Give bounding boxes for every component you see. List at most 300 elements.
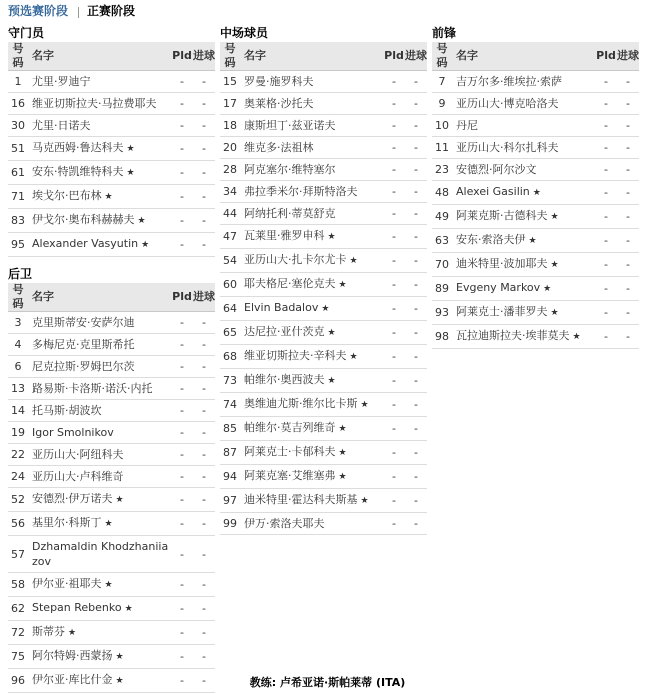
player-name: 尤里·日诺夫 [32,119,91,132]
player-goals: - [617,277,639,301]
player-row [220,417,427,441]
player-row [8,573,215,597]
player-row [220,345,427,369]
player-goals: - [193,209,215,233]
midfielders-tbody [220,71,427,535]
player-name: 阿莱克士·潘菲罗夫 [456,305,548,318]
player-row [220,465,427,489]
player-name-cell [452,229,595,253]
player-name: 亚历山大·博克哈洛夫 [456,97,559,110]
header-number: 号码 [8,42,28,71]
player-name: 帕维尔·莫吉列维奇 [244,421,336,434]
player-name-cell [452,159,595,181]
player-name-cell [240,181,383,203]
player-row [220,321,427,345]
player-goals: - [193,233,215,257]
star-icon: ★ [124,604,133,614]
header-pld: Pld [383,42,405,71]
player-name-cell [28,233,171,257]
player-number: 85 [220,417,240,441]
player-name: 阿纳托利·蒂莫舒克 [244,207,336,220]
header-number: 号码 [220,42,240,71]
player-name-cell [240,321,383,345]
header-pld: Pld [171,42,193,71]
player-number: 18 [220,115,240,137]
player-pld: - [171,645,193,669]
star-icon: ★ [126,144,135,154]
player-name: 斯蒂芬 [32,625,65,638]
player-row [8,233,215,257]
player-number: 56 [8,512,28,536]
header-goals: 进球 [405,42,427,71]
player-name: 阿克塞尔·维特塞尔 [244,163,336,176]
player-row [220,369,427,393]
player-pld: - [595,325,617,349]
player-pld: - [171,444,193,466]
player-name: Igor Smolnikov [32,426,114,439]
player-goals: - [617,253,639,277]
player-goals: - [405,203,427,225]
player-row [8,93,215,115]
player-row [8,356,215,378]
player-name-cell [240,297,383,321]
player-goals: - [193,669,215,693]
player-pld: - [171,185,193,209]
player-name: 马克西姆·鲁达科夫 [32,141,124,154]
star-icon: ★ [528,236,537,246]
player-name: Alexander Vasyutin [32,237,139,250]
player-number: 20 [220,137,240,159]
goalkeepers-table [8,42,215,257]
player-name: 亚历山大·卢科维奇 [32,470,124,483]
player-row [8,161,215,185]
player-row [220,489,427,513]
player-name-cell [28,512,171,536]
player-goals: - [405,441,427,465]
player-number: 64 [220,297,240,321]
player-name: 克里斯蒂安·安萨尔迪 [32,316,135,329]
player-pld: - [171,466,193,488]
player-name: 阿莱克斯·古德科夫 [456,209,548,222]
player-name-cell [452,181,595,205]
player-number: 28 [220,159,240,181]
player-row [8,400,215,422]
player-number: 72 [8,621,28,645]
player-row [8,444,215,466]
player-pld: - [595,253,617,277]
player-number: 52 [8,488,28,512]
player-pld: - [171,536,193,573]
player-pld: - [171,209,193,233]
player-row [220,159,427,181]
section-title-forwards: 前锋 [432,26,457,40]
player-name-cell [28,71,171,93]
player-pld: - [383,441,405,465]
star-icon: ★ [338,424,347,434]
player-row [220,393,427,417]
player-row [220,249,427,273]
player-name: 埃戈尔·巴布林 [32,189,102,202]
player-name-cell [28,115,171,137]
header-goals: 进球 [193,283,215,312]
player-name: Alexei Gasilin [456,185,530,198]
player-name: 吉万尔多·维埃拉·索萨 [456,75,562,88]
player-name-cell [28,161,171,185]
player-pld: - [383,345,405,369]
player-pld: - [171,669,193,693]
player-number: 89 [432,277,452,301]
player-name-cell [28,621,171,645]
player-goals: - [193,334,215,356]
player-number: 14 [8,400,28,422]
player-goals: - [405,225,427,249]
header-goals: 进球 [617,42,639,71]
player-name-cell [28,444,171,466]
player-row [220,93,427,115]
player-pld: - [595,71,617,93]
player-goals: - [405,345,427,369]
player-goals: - [193,71,215,93]
player-number: 95 [8,233,28,257]
player-number: 48 [432,181,452,205]
player-goals: - [193,422,215,444]
player-name: 尼克拉斯·罗姆巴尔茨 [32,360,135,373]
player-pld: - [171,378,193,400]
player-name-cell [452,137,595,159]
star-icon: ★ [68,628,77,638]
player-name: 奥维迪尤斯·维尔比卡斯 [244,397,358,410]
player-goals: - [193,512,215,536]
player-name-cell [452,253,595,277]
player-name-cell [240,203,383,225]
player-pld: - [171,93,193,115]
forwards-tbody [432,71,639,349]
player-row [220,297,427,321]
star-icon: ★ [360,496,369,506]
header-pld: Pld [171,283,193,312]
star-icon: ★ [338,280,347,290]
player-name: 阿莱克士·卡郁科夫 [244,445,336,458]
player-row [432,301,639,325]
player-goals: - [405,369,427,393]
player-number: 6 [8,356,28,378]
player-number: 9 [432,93,452,115]
player-goals: - [193,378,215,400]
table-header-row [432,42,639,71]
player-pld: - [171,422,193,444]
player-number: 58 [8,573,28,597]
player-name: 维亚切斯拉夫·马拉费耶夫 [32,97,157,110]
player-goals: - [617,71,639,93]
player-name: 阿莱克塞·艾维塞弗 [244,469,336,482]
player-pld: - [171,621,193,645]
star-icon: ★ [321,304,330,314]
player-pld: - [595,93,617,115]
star-icon: ★ [327,328,336,338]
player-goals: - [405,93,427,115]
star-icon: ★ [104,519,113,529]
player-name-cell [240,93,383,115]
player-goals: - [193,161,215,185]
player-row [432,93,639,115]
player-pld: - [383,137,405,159]
middle-column [220,24,427,535]
player-row [432,205,639,229]
player-pld: - [383,249,405,273]
player-number: 34 [220,181,240,203]
player-number: 17 [220,93,240,115]
player-name: 维克多·法祖林 [244,141,314,154]
player-row [432,181,639,205]
player-number: 19 [8,422,28,444]
player-name-cell [28,400,171,422]
player-name: 达尼拉·亚什茨克 [244,325,325,338]
player-name-cell [28,137,171,161]
player-number: 22 [8,444,28,466]
player-pld: - [595,301,617,325]
player-name: 路易斯·卡洛斯·诺沃·内托 [32,382,153,395]
player-name-cell [240,393,383,417]
player-goals: - [193,621,215,645]
player-name-cell [28,312,171,334]
player-row [220,181,427,203]
player-goals: - [193,597,215,621]
defenders-tbody [8,312,215,693]
player-goals: - [193,356,215,378]
player-goals: - [193,115,215,137]
left-column [8,24,215,693]
star-icon: ★ [550,308,559,318]
star-icon: ★ [550,260,559,270]
player-goals: - [405,489,427,513]
header-goals: 进球 [193,42,215,71]
player-goals: - [193,400,215,422]
player-number: 61 [8,161,28,185]
player-name: 亚历山大·阿纽科夫 [32,448,124,461]
player-number: 98 [432,325,452,349]
player-name: Stepan Rebenko [32,601,122,614]
player-name-cell [28,536,171,573]
player-name: 亚历山大·扎卡尔尤卡 [244,253,347,266]
player-number: 75 [8,645,28,669]
player-pld: - [383,273,405,297]
player-number: 87 [220,441,240,465]
player-name-cell [452,301,595,325]
player-goals: - [193,93,215,115]
player-goals: - [405,513,427,535]
player-name-cell [240,273,383,297]
player-name-cell [240,489,383,513]
player-number: 63 [432,229,452,253]
stage-tabs [8,3,143,19]
player-number: 16 [8,93,28,115]
player-row [8,536,215,573]
player-pld: - [171,137,193,161]
player-pld: - [171,356,193,378]
player-name: 安德烈·阿尔沙文 [456,163,537,176]
player-row [8,488,215,512]
star-icon: ★ [327,232,336,242]
player-number: 65 [220,321,240,345]
player-goals: - [405,159,427,181]
player-number: 93 [432,301,452,325]
player-number: 3 [8,312,28,334]
player-goals: - [617,205,639,229]
header-name: 名字 [452,42,595,71]
player-name: Elvin Badalov [244,301,319,314]
player-number: 83 [8,209,28,233]
player-name-cell [28,645,171,669]
star-icon: ★ [141,240,150,250]
player-goals: - [617,325,639,349]
star-icon: ★ [349,352,358,362]
goalkeepers-tbody [8,71,215,257]
player-name-cell [240,513,383,535]
player-row [220,115,427,137]
player-name: 基里尔·科斯丁 [32,516,102,529]
player-name-cell [28,573,171,597]
player-name: 托马斯·胡波坎 [32,404,102,417]
player-goals: - [405,321,427,345]
player-pld: - [595,159,617,181]
player-pld: - [171,512,193,536]
player-number: 60 [220,273,240,297]
star-icon: ★ [104,192,113,202]
player-number: 44 [220,203,240,225]
player-name: 安东·索洛夫伊 [456,233,526,246]
star-icon: ★ [338,448,347,458]
player-number: 73 [220,369,240,393]
header-name: 名字 [240,42,383,71]
star-icon: ★ [349,256,358,266]
player-row [8,137,215,161]
player-name-cell [240,115,383,137]
star-icon: ★ [115,495,124,505]
player-number: 71 [8,185,28,209]
player-goals: - [193,645,215,669]
player-pld: - [171,312,193,334]
player-pld: - [171,71,193,93]
player-name-cell [28,93,171,115]
player-pld: - [383,181,405,203]
player-name: 瓦拉迪斯拉夫·埃菲莫夫 [456,329,570,342]
player-name: 维亚切斯拉夫·辛科夫 [244,349,347,362]
player-row [432,159,639,181]
star-icon: ★ [137,216,146,226]
player-row [432,137,639,159]
player-name-cell [240,159,383,181]
player-pld: - [595,115,617,137]
player-name-cell [240,417,383,441]
player-goals: - [617,181,639,205]
player-number: 30 [8,115,28,137]
player-name-cell [452,71,595,93]
player-number: 11 [432,137,452,159]
player-name: 康斯坦丁·兹亚诺夫 [244,119,336,132]
player-name-cell [240,441,383,465]
player-name: 弗拉季米尔·拜斯特洛夫 [244,185,358,198]
player-goals: - [405,115,427,137]
player-number: 57 [8,536,28,573]
player-name-cell [28,597,171,621]
player-pld: - [383,297,405,321]
player-goals: - [405,181,427,203]
player-row [8,422,215,444]
player-goals: - [405,273,427,297]
player-goals: - [405,417,427,441]
player-pld: - [171,488,193,512]
player-row [8,115,215,137]
player-name: 多梅尼克·克里斯希托 [32,338,135,351]
player-number: 68 [220,345,240,369]
player-name: 帕维尔·奥西波夫 [244,373,325,386]
section-title-defenders: 后卫 [8,267,33,281]
player-name-cell [452,277,595,301]
section-title-midfielders: 中场球员 [220,26,269,40]
player-pld: - [171,597,193,621]
player-row [220,71,427,93]
player-goals: - [617,159,639,181]
player-row [220,137,427,159]
player-number: 54 [220,249,240,273]
player-name: 奥莱格·沙托夫 [244,97,314,110]
player-goals: - [617,229,639,253]
player-number: 96 [8,669,28,693]
player-name-cell [452,115,595,137]
player-pld: - [595,181,617,205]
player-row [432,253,639,277]
player-name: 伊尔亚·库比什金 [32,673,113,686]
player-number: 74 [220,393,240,417]
player-goals: - [193,573,215,597]
player-row [220,513,427,535]
player-row [8,378,215,400]
player-name-cell [240,345,383,369]
player-pld: - [383,159,405,181]
player-name: 瓦莱里·雅罗申科 [244,229,325,242]
player-name: Evgeny Markov [456,281,541,294]
player-number: 47 [220,225,240,249]
star-icon: ★ [126,168,135,178]
player-number: 7 [432,71,452,93]
player-name: 罗曼·施罗科夫 [244,75,314,88]
star-icon: ★ [360,400,369,410]
player-name-cell [28,466,171,488]
player-goals: - [617,301,639,325]
tab-main-stage[interactable]: 正赛阶段 [87,4,136,18]
player-pld: - [595,277,617,301]
player-name: 阿尔特姆·西蒙扬 [32,649,113,662]
player-name: 尤里·罗迪宁 [32,75,91,88]
player-row [432,325,639,349]
player-name: 亚历山大·科尔扎科夫 [456,141,559,154]
player-number: 1 [8,71,28,93]
player-name-cell [452,93,595,115]
defenders-table [8,283,215,693]
forwards-table [432,42,639,349]
player-name-cell [28,488,171,512]
player-row [8,512,215,536]
player-pld: - [383,203,405,225]
player-goals: - [617,137,639,159]
player-number: 23 [432,159,452,181]
star-icon: ★ [115,676,124,686]
player-row [8,645,215,669]
tab-qualifying-stage[interactable]: 预选赛阶段 [8,4,69,18]
player-row [432,71,639,93]
player-name: 迪米特里·霍达科夫斯基 [244,493,358,506]
table-header-row [220,42,427,71]
